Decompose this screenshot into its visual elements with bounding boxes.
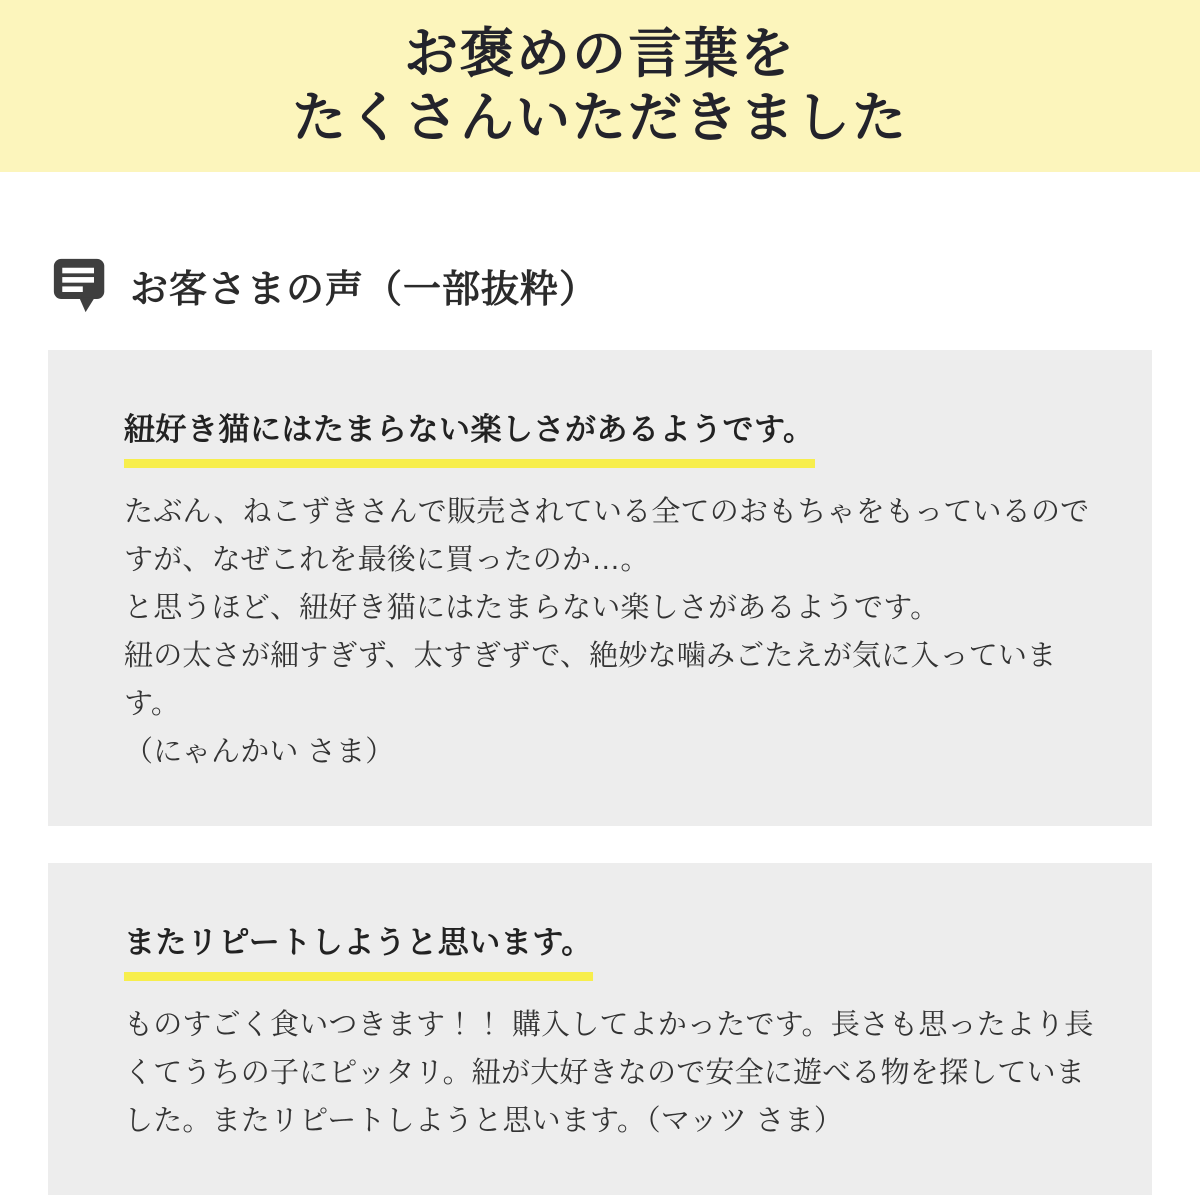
review-card-1: [48, 350, 1152, 826]
review-1-paragraph: たぶん、ねこずきさんで販売されている全てのおもちゃをもっているのですが、なぜこれを最後に買ったのか…。: [124, 496, 1090, 576]
review-1-headline: 紐好き猫にはたまらない楽しさがあるようです。: [124, 404, 815, 468]
review-1-body: [124, 488, 1094, 776]
review-card-2: [48, 863, 1152, 1195]
praise-banner: [0, 0, 1200, 172]
customer-voices-header: [52, 256, 1152, 314]
speech-bubble-icon: [52, 256, 108, 314]
review-2-paragraph: ものすごく食いつきます！！ 購入してよかったです。長さも思ったより長くてうちの子にピッタリ。紐が大好きなので安全に遊べる物を探していました。またリピートしようと思います。（マッツ さま）: [124, 1009, 1094, 1137]
banner-title-line1: お褒めの言葉を: [404, 24, 796, 84]
review-1-paragraph: 紐の太さが細すぎず、太すぎずで、絶妙な噛みごたえが気に入っています。: [124, 640, 1057, 720]
review-2-body: [124, 1001, 1094, 1145]
banner-title-line2: たくさんいただきました: [292, 88, 908, 148]
review-1-reviewer: （にゃんかい さま）: [124, 736, 395, 768]
review-1-paragraph: と思うほど、紐好き猫にはたまらない楽しさがあるようです。: [124, 592, 940, 624]
review-2-headline: またリピートしようと思います。: [124, 917, 593, 981]
section-title: お客さまの声（一部抜粋）: [130, 268, 599, 311]
